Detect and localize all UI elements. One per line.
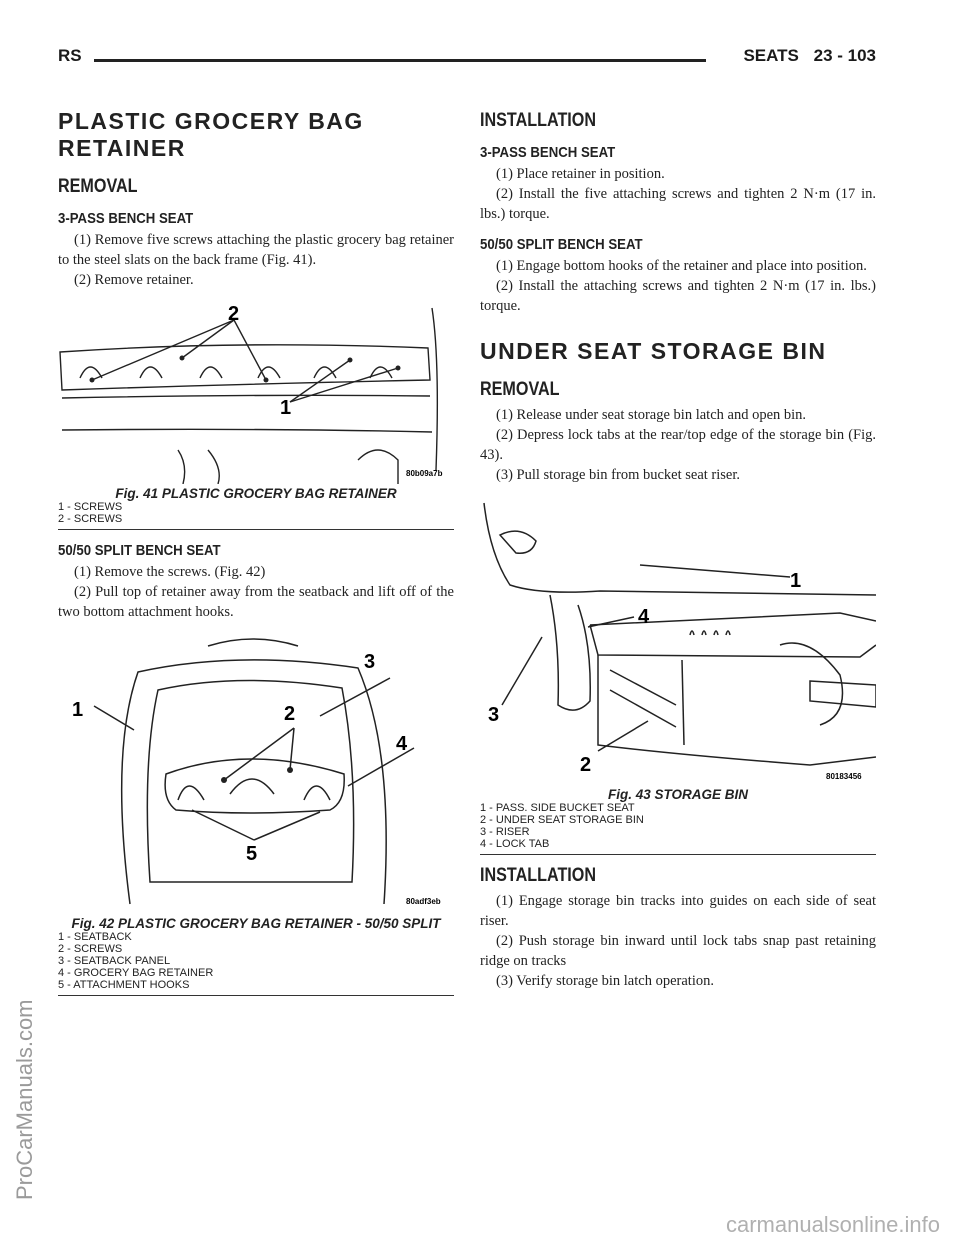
legend-item: 4 - GROCERY BAG RETAINER [58,967,214,979]
callout-3: 3 [488,704,500,726]
footer-watermark: carmanualsonline.info [725,1212,940,1237]
right-column [480,108,876,991]
legend-item: 5 - ATTACHMENT HOOKS [58,979,190,991]
header-page-number: 23 - 103 [813,46,876,65]
subheading-3-pass-bench: 3-PASS BENCH SEAT [58,210,194,227]
heading-installation: INSTALLATION [480,110,597,131]
step-text: (1) Remove five screws attaching the plastic grocery bag retainer to the steel slats on the back frame (Fig. 41). [58,232,454,268]
legend-item: 1 - PASS. SIDE BUCKET SEAT [480,802,635,814]
callout-4: 4 [396,733,408,755]
header-section: SEATS [743,46,799,65]
heading-installation: INSTALLATION [480,865,597,886]
step-text: (2) Remove retainer. [74,272,194,288]
header-model: RS [58,46,82,65]
figure-43-caption: Fig. 43 STORAGE BIN [607,787,749,802]
figure-code: 80adf3eb [406,897,441,906]
heading-removal: REMOVAL [480,379,560,400]
legend-item: 2 - SCREWS [58,943,123,955]
step-text: (2) Depress lock tabs at the rear/top edge of the storage bin (Fig. 43). [480,427,876,463]
step-text: (1) Engage bottom hooks of the retainer and place into position. [496,258,867,274]
callout-1: 1 [790,570,802,592]
section-title-grocery-retainer: PLASTIC GROCERY BAG RETAINER [58,108,364,161]
legend-item: 2 - UNDER SEAT STORAGE BIN [480,814,644,826]
step-text: (1) Remove the screws. (Fig. 42) [74,564,266,580]
figure-41-legend [58,501,454,525]
subheading-50-50-split: 50/50 SPLIT BENCH SEAT [480,236,643,253]
step-text: (2) Push storage bin inward until lock tabs snap past retaining ridge on tracks [480,933,876,969]
step-text: (1) Release under seat storage bin latch and open bin. [496,407,807,423]
subheading-50-50-split: 50/50 SPLIT BENCH SEAT [58,542,221,559]
step-text: (2) Pull top of retainer away from the seatback and lift off of the two bottom attachment hooks. [58,584,454,620]
step-text: (2) Install the five attaching screws and tighten 2 N·m (17 in. lbs.) torque. [480,186,876,222]
step-text: (3) Verify storage bin latch operation. [496,973,714,989]
figure-41 [58,300,454,530]
figure-42-illustration [58,632,454,914]
callout-3: 3 [364,651,376,673]
callout-1: 1 [280,397,292,419]
legend-item: 2 - SCREWS [58,513,123,525]
legend-item: 3 - RISER [480,826,530,838]
watermark: ProCarManuals.com [12,999,37,1200]
callout-2: 2 [228,303,240,325]
header-section-page [733,46,876,66]
page-header [58,46,876,70]
figure-43-legend [480,802,876,850]
subheading-3-pass-bench: 3-PASS BENCH SEAT [480,144,616,161]
figure-43-illustration [480,495,876,785]
figure-code: 80b09a7b [406,469,443,478]
step-text: (1) Engage storage bin tracks into guides on each side of seat riser. [480,893,876,929]
figure-43 [480,495,876,855]
figure-42-caption: Fig. 42 PLASTIC GROCERY BAG RETAINER - 50/50 SPLIT [71,916,441,931]
step-text: (2) Install the attaching screws and tighten 2 N·m (17 in. lbs.) torque. [480,278,876,314]
legend-item: 3 - SEATBACK PANEL [58,955,171,967]
figure-code: 80183456 [826,772,862,781]
section-title-storage-bin: UNDER SEAT STORAGE BIN [480,338,827,364]
callout-1: 1 [72,699,84,721]
callout-2: 2 [284,703,296,725]
step-text: (1) Place retainer in position. [496,166,665,182]
legend-item: 1 - SEATBACK [58,931,132,943]
left-column [58,108,454,996]
step-text: (3) Pull storage bin from bucket seat riser. [496,467,741,483]
legend-item: 4 - LOCK TAB [480,838,550,850]
callout-2: 2 [580,754,592,776]
figure-41-caption: Fig. 41 PLASTIC GROCERY BAG RETAINER [115,486,397,501]
figure-42 [58,632,454,996]
callout-4: 4 [638,606,650,628]
callout-5: 5 [246,843,258,865]
legend-item: 1 - SCREWS [58,501,123,513]
figure-42-legend [58,931,454,991]
figure-41-illustration [58,300,454,484]
heading-removal: REMOVAL [58,176,138,197]
header-rule [94,59,706,62]
